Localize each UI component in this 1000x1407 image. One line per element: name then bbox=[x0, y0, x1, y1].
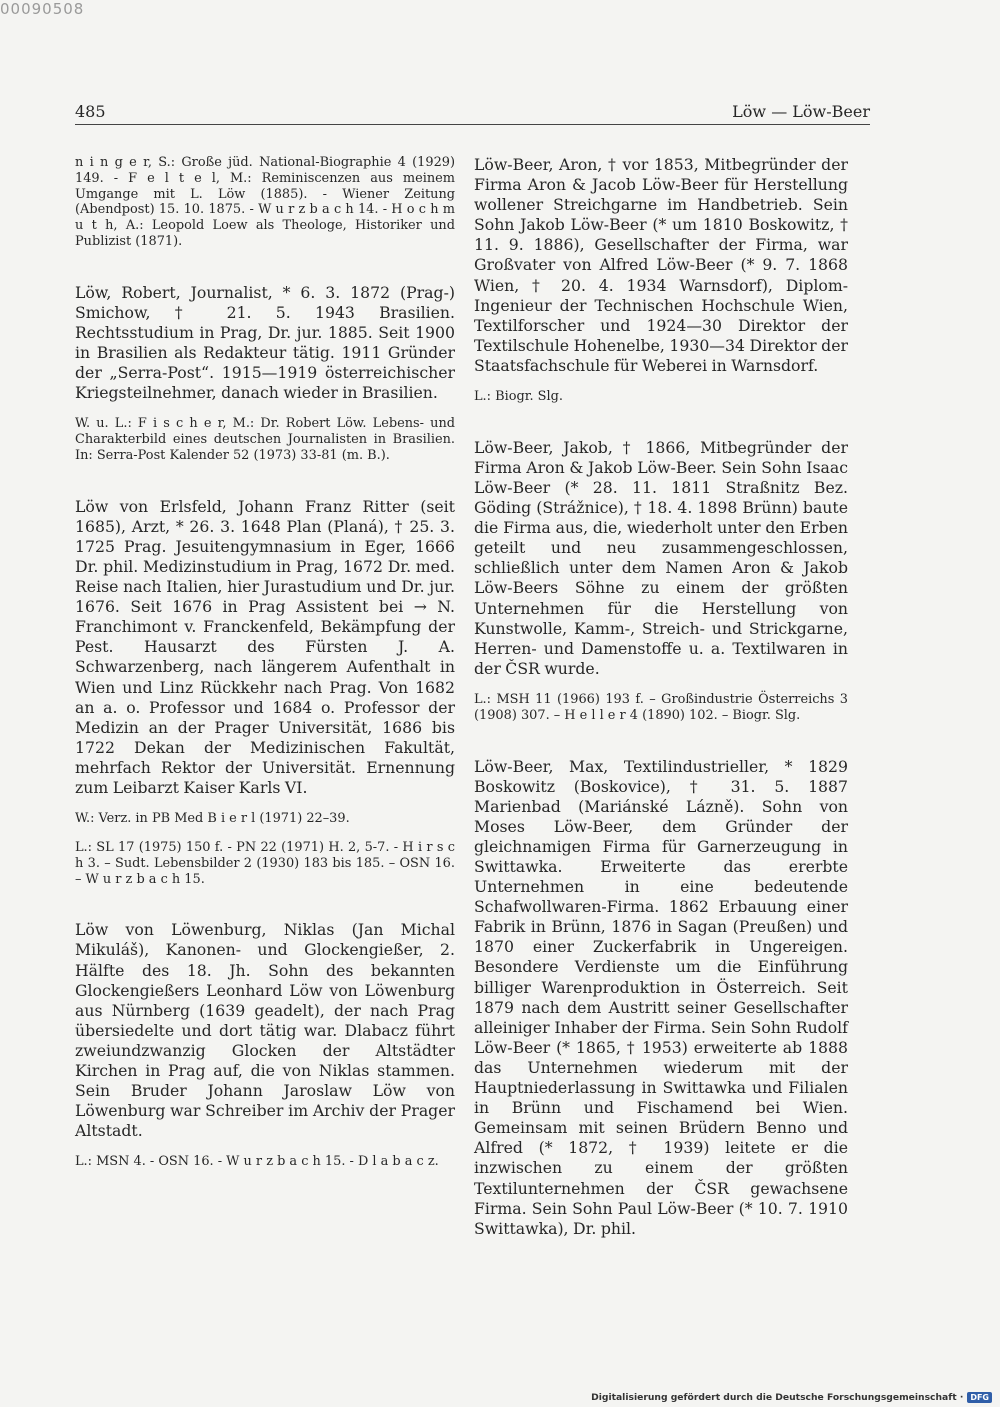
reference-block: L.: Biogr. Slg. bbox=[474, 389, 563, 405]
footer-text: Digitalisierung gefördert durch die Deutsche Forschungsgemeinschaft · bbox=[591, 1392, 964, 1403]
right-column bbox=[474, 155, 848, 1239]
works-block: W.: Verz. in PB Med B i e r l (1971) 22–39. bbox=[75, 811, 350, 827]
reference-block: L.: MSH 11 (1966) 193 f. – Großindustrie Österreichs 3 (1908) 307. – H e l l e r 4 (1890) 102. – Biogr. Slg. bbox=[474, 691, 848, 723]
reference-block: n i n g e r, S.: Große jüd. National-Biographie 4 (1929) 149. - F e l t e l, M.: Reminiscenzen aus meinem Umgange mit L. Löw (1885). - Wiener Zeitung (Abendpost) 15. 10. 1875. - W u r z b a c h 14. - H o c h m u t h, A.: Leopold Loew als Theologe, Historiker und Publizist (1871). bbox=[75, 155, 455, 249]
footer-credit bbox=[591, 1392, 992, 1403]
entry-loew-von-erlsfeld: Löw von Erlsfeld, Johann Franz Ritter (seit 1685), Arzt, * 26. 3. 1648 Plan (Planá), † 25. 3. 1725 Prag. Jesuitengymnasium in Eger, 1666 Dr. phil. Medizinstudium in Prag, 1672 Dr. med. Reise nach Italien, hier Jurastudium und Dr. jur. 1676. Seit 1676 in Prag Assistent bei → N. Franchimont v. Franckenfeld, Bekämpfung der Pest. Hausarzt des Fürsten J. A. Schwarzenberg, nach längerem Aufenthalt in Wien und Linz Rückkehr nach Prag. Von 1682 an a. o. Professor und 1684 o. Professor der Medizin an der Prager Universität, 1686 bis 1722 Dekan der Medizinischen Fakultät, mehrfach Rektor der Universität. Ernennung zum Leibarzt Kaiser Karls VI. bbox=[75, 496, 455, 798]
reference-block: L.: MSN 4. - OSN 16. - W u r z b a c h 15. - D l a b a c z. bbox=[75, 1154, 439, 1170]
left-column bbox=[75, 155, 455, 1170]
entry-loew-beer-aron: Löw-Beer, Aron, † vor 1853, Mitbegründer der Firma Aron & Jacob Löw-Beer für Herstellung wollener Streichgarne im Handbetrieb. Sein Sohn Jakob Löw-Beer (* um 1810 Boskowitz, † 11. 9. 1886), Gesellschafter der Firma, war Großvater von Alfred Löw-Beer (* 9. 7. 1868 Wien, † 20. 4. 1934 Warnsdorf), Diplom-Ingenieur der Technischen Hochschule Wien, Textilforscher und 1924—30 Direktor der Textilschule Hohenelbe, 1930—34 Direktor der Staatsfachschule für Weberei in Warnsdorf. bbox=[474, 155, 848, 375]
entry-loew-beer-jakob: Löw-Beer, Jakob, † 1866, Mitbegründer der Firma Aron & Jakob Löw-Beer. Sein Sohn Isaac Löw-Beer (* 28. 11. 1811 Straßnitz Bez. Göding (Strážnice), † 18. 4. 1898 Brünn) baute die Firma aus, die, wiederholt unter den Erben geteilt und neu zusammengeschlossen, schließlich unter dem Namen Aron & Jakob Löw-Beers Söhne zu einem der größten Unternehmen für die Herstellung von Kunstwolle, Kamm-, Streich- und Strickgarne, Herren- und Damenstoffe u. a. Textilwaren in der ČSR wurde. bbox=[474, 437, 848, 678]
reference-block: W. u. L.: F i s c h e r, M.: Dr. Robert Löw. Lebens- und Charakterbild eines deutschen Journalisten in Brasilien. In: Serra-Post Kalender 52 (1973) 33-81 (m. B.). bbox=[75, 416, 455, 463]
header-rule bbox=[75, 124, 870, 125]
entry-loew-robert: Löw, Robert, Journalist, * 6. 3. 1872 (Prag-) Smichow, † 21. 5. 1943 Brasilien. Rechtsstudium in Prag, Dr. jur. 1885. Seit 1900 in Brasilien als Redakteur tätig. 1911 Gründer der „Serra-Post“. 1915—1919 österreichischer Kriegsteilnehmer, danach wieder in Brasilien. bbox=[75, 282, 455, 403]
running-head: Löw — Löw-Beer bbox=[732, 102, 870, 121]
entry-loew-von-loewenburg: Löw von Löwenburg, Niklas (Jan Michal Mikuláš), Kanonen- und Glockengießer, 2. Hälfte des 18. Jh. Sohn des bekannten Glockengießers Leonhard Löw von Löwenburg aus Nürnberg (1639 geadelt), der nach Prag übersiedelte und dort tätig war. Dlabacz führt zweiundzwanzig Glocken der Altstädter Kirchen in Prag auf, die von Niklas stammen. Sein Bruder Johann Jaroslaw Löw von Löwenburg war Schreiber im Archiv der Prager Altstadt. bbox=[75, 920, 455, 1141]
entry-loew-beer-max: Löw-Beer, Max, Textilindustrieller, * 1829 Boskowitz (Boskovice), † 31. 5. 1887 Marienbad (Mariánské Lázně). Sohn von Moses Löw-Beer, dem Gründer der gleichnamigen Firma für Garnerzeugung in Swittawka. Erweiterte das ererbte Unternehmen in eine bedeutende Schafwollwaren-Firma. 1862 Erbauung einer Fabrik in Brünn, 1876 in Sagan (Preußen) und 1870 einer Zuckerfabrik in Ungereigen. Besondere Verdienste um die Einführung billiger Warenproduktion in Österreich. Seit 1879 nach dem Austritt seiner Gesellschafter alleiniger Inhaber der Firma. Sein Sohn Rudolf Löw-Beer (* 1865, † 1953) erweiterte ab 1888 das Unternehmen wiederum mit der Hauptniederlassung in Swittawka und Filialen in Brünn und Fischamend bei Wien. Gemeinsam mit seinen Brüdern Benno und Alfred (* 1872, † 1939) leitete er die inzwischen zu einem der größten Textilunternehmen der ČSR gewachsene Firma. Sein Sohn Paul Löw-Beer (* 10. 7. 1910 Swittawka), Dr. phil. bbox=[474, 756, 848, 1238]
reference-block: L.: SL 17 (1975) 150 f. - PN 22 (1971) H. 2, 5-7. - H i r s c h 3. – Sudt. Lebensbilder 2 (1930) 183 bis 185. – OSN 16. – W u r z b a c h 15. bbox=[75, 839, 455, 887]
page-number: 485 bbox=[75, 102, 106, 121]
scan-id: 00090508 bbox=[0, 0, 85, 18]
dfg-logo-icon: DFG bbox=[967, 1392, 992, 1403]
